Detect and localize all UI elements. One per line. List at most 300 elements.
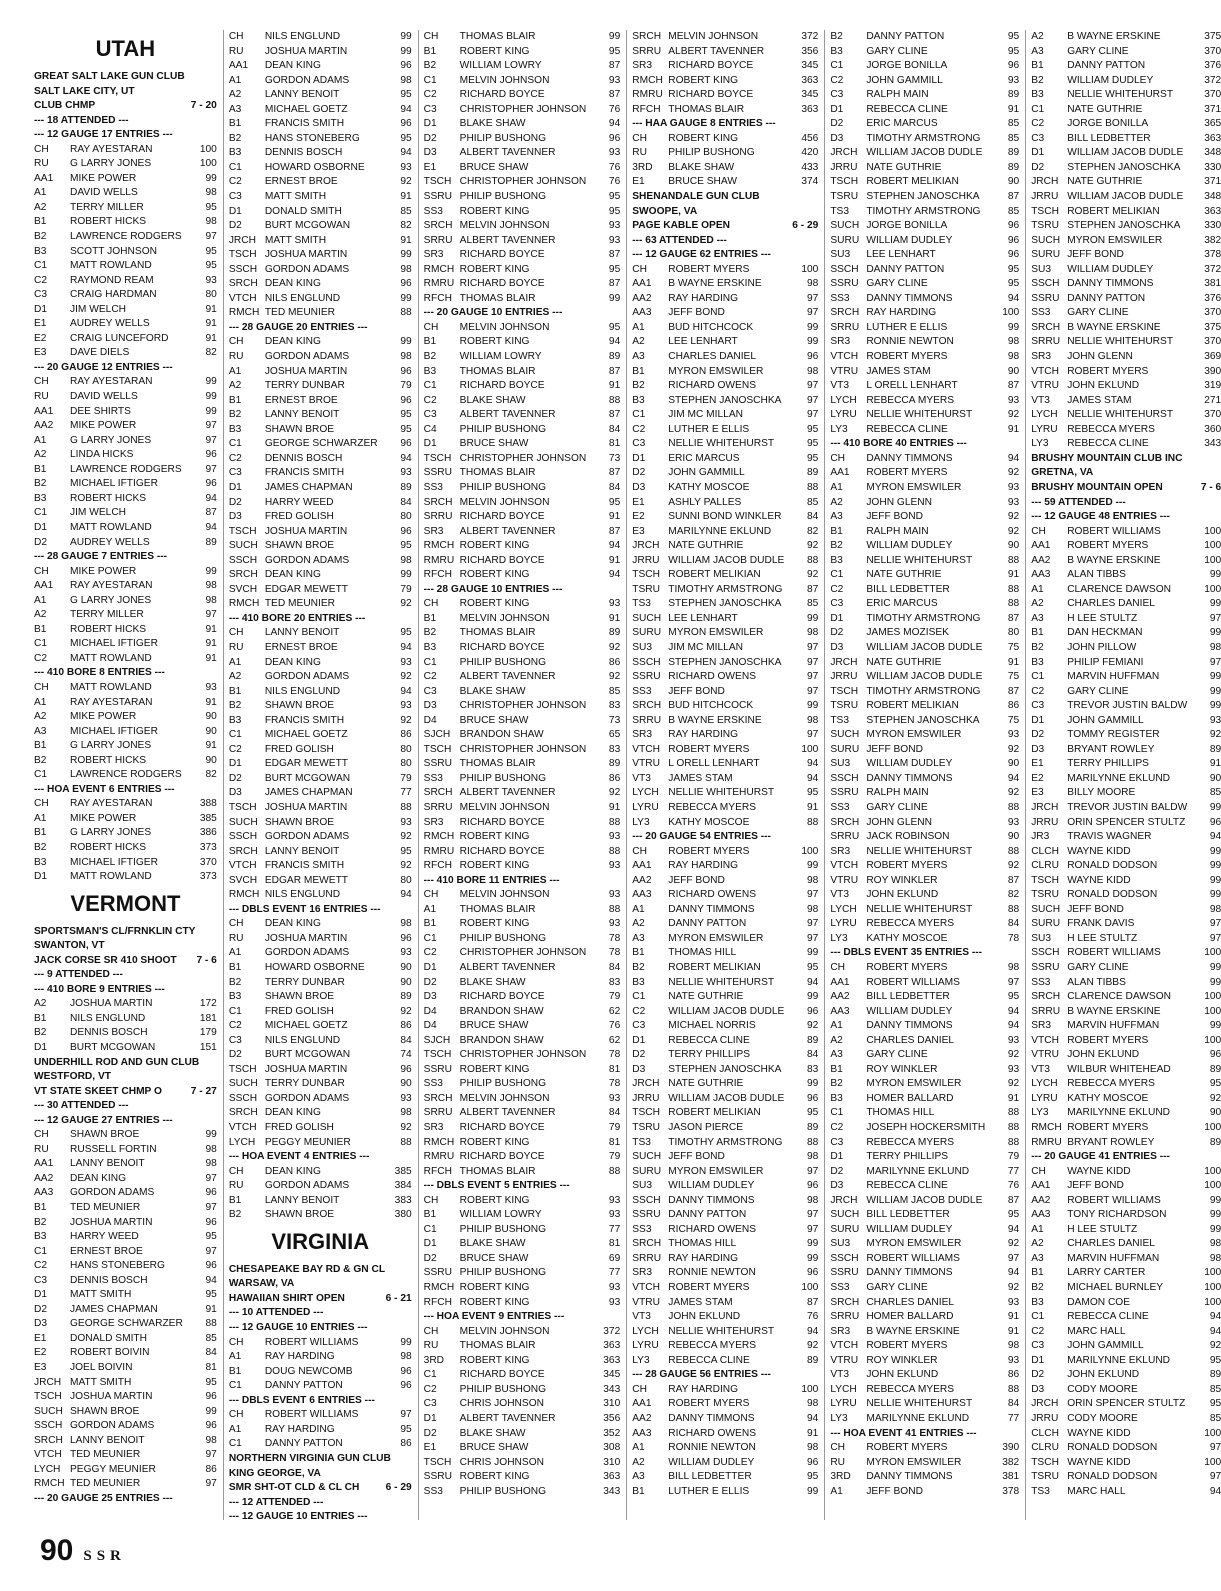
magazine-mark: SSR: [83, 1548, 126, 1564]
state-heading: VERMONT: [70, 890, 181, 916]
score: 99: [1209, 962, 1221, 973]
score: 98: [400, 918, 412, 930]
section-header: [632, 219, 818, 234]
result-row: [424, 234, 621, 249]
result-row: [34, 448, 217, 463]
section-header: [34, 1070, 217, 1085]
shooter-name: MELVIN JOHNSON: [459, 889, 550, 901]
shooter-name: DANNY TIMMONS: [866, 772, 953, 784]
class-code: E2: [34, 332, 47, 344]
result-row: [632, 757, 818, 772]
result-row: [424, 321, 621, 336]
score: 99: [806, 1238, 819, 1250]
shooter-name: MYRON EMSWILER: [668, 932, 764, 944]
class-code: TSRU: [632, 583, 660, 595]
shooter-name: RAY AYESTARAN: [70, 580, 153, 592]
class-code: TSCH: [228, 249, 257, 261]
result-row: [1031, 175, 1221, 190]
result-row: [1031, 917, 1221, 932]
class-code: CLCH: [1031, 845, 1059, 857]
class-code: SUCH: [1031, 903, 1061, 915]
class-code: TSRU: [1031, 889, 1059, 901]
class-code: SUCH: [830, 1209, 860, 1221]
result-row: [424, 597, 621, 612]
result-row: [632, 1019, 818, 1034]
score: 91: [1007, 1311, 1020, 1323]
class-code: LY3: [1031, 1107, 1049, 1119]
class-code: AA1: [830, 976, 850, 988]
result-row: [632, 1339, 818, 1354]
class-code: TSRU: [632, 1122, 660, 1134]
shooter-name: MIKE POWER: [70, 172, 137, 184]
score: 88: [1007, 1383, 1020, 1395]
shooter-name: TED MEUNIER: [70, 1202, 141, 1214]
score: 97: [806, 729, 819, 741]
class-code: C2: [423, 1383, 437, 1395]
results-column: [418, 30, 621, 1520]
class-code: RMRU: [423, 278, 455, 290]
result-row: [830, 1223, 1019, 1238]
class-code: TSCH: [423, 743, 452, 755]
score: 89: [1007, 89, 1020, 101]
class-code: SRRU: [423, 1107, 453, 1119]
shooter-name: LANNY BENOIT: [70, 1434, 145, 1446]
result-row: [1031, 59, 1221, 74]
shooter-name: NILS ENGLUND: [264, 292, 341, 304]
score: 94: [1007, 1020, 1020, 1032]
class-code: B1: [34, 740, 47, 752]
class-code: C1: [1031, 1311, 1045, 1323]
shooter-name: REBECCA CLINE: [866, 423, 948, 435]
score: 86: [205, 1463, 217, 1475]
result-row: [229, 1092, 412, 1107]
score: 90: [1007, 365, 1020, 377]
score: 94: [806, 976, 819, 988]
class-code: SS3: [1031, 307, 1051, 319]
score: 87: [1007, 380, 1020, 392]
section-header-text: --- 410 BORE 11 ENTRIES ---: [423, 874, 560, 886]
class-code: CH: [34, 376, 49, 388]
shooter-name: ROBERT KING: [459, 860, 530, 872]
class-code: LYCH: [632, 787, 659, 799]
score: 85: [608, 685, 621, 697]
score: 96: [400, 525, 412, 537]
score: 95: [806, 438, 819, 450]
shooter-name: CHRISTOPHER JOHNSON: [459, 176, 587, 188]
shooter-name: MYRON EMSWILER: [866, 481, 962, 493]
score: 88: [608, 1165, 621, 1177]
result-row: [34, 259, 217, 274]
shooter-name: ROY WINKLER: [866, 1063, 938, 1075]
score: 98: [205, 594, 217, 606]
section-header: [830, 946, 1019, 961]
section-header: [229, 1467, 412, 1482]
shooter-name: GARY CLINE: [866, 45, 928, 57]
shooter-name: REBECCA MYERS: [1067, 1078, 1155, 1090]
score: 99: [1209, 598, 1221, 610]
class-code: RU: [228, 1180, 244, 1192]
section-header-text: HAWAIIAN SHIRT OPEN: [228, 1292, 345, 1304]
score: 95: [400, 540, 412, 552]
section-header: [34, 968, 217, 983]
result-row: [830, 830, 1019, 845]
shooter-name: EDGAR MEWETT: [264, 583, 349, 595]
class-code: SU3: [1031, 263, 1052, 275]
score: 92: [1007, 467, 1020, 479]
score: 86: [608, 772, 621, 784]
shooter-name: CHARLES DANIEL: [1067, 598, 1155, 610]
shooter-name: JOHN GAMMILL: [866, 74, 943, 86]
class-code: SJCH: [423, 1034, 451, 1046]
class-code: SR3: [423, 1122, 444, 1134]
score: 96: [806, 1180, 819, 1192]
score: 81: [608, 1063, 621, 1075]
shooter-name: B WAYNE ERSKINE: [668, 714, 762, 726]
score: 77: [608, 1267, 621, 1279]
shooter-name: GORDON ADAMS: [264, 947, 350, 959]
score: 89: [400, 481, 412, 493]
shooter-name: BLAKE SHAW: [459, 976, 526, 988]
class-code: A1: [1031, 583, 1044, 595]
score: 94: [205, 521, 217, 533]
shooter-name: CHARLES DANIEL: [866, 1034, 955, 1046]
class-code: A2: [1031, 598, 1044, 610]
class-code: VTCH: [830, 1340, 859, 1352]
score: 93: [1007, 394, 1020, 406]
score: 97: [806, 918, 819, 930]
score: 100: [1204, 1034, 1221, 1046]
class-code: A1: [632, 1442, 645, 1454]
shooter-name: BLAKE SHAW: [668, 161, 735, 173]
shooter-name: CRAIG HARDMAN: [70, 289, 157, 301]
shooter-name: THOMAS BLAIR: [459, 292, 536, 304]
class-code: D2: [228, 496, 242, 508]
result-row: [424, 1121, 621, 1136]
score: 97: [400, 1409, 412, 1421]
score: 100: [1204, 1122, 1221, 1134]
result-row: [34, 1259, 217, 1274]
class-code: E2: [632, 511, 645, 523]
section-header-text: WESTFORD, VT: [34, 1071, 111, 1083]
class-code: B1: [34, 463, 47, 475]
result-row: [424, 757, 621, 772]
class-code: D1: [1031, 714, 1045, 726]
score: 88: [608, 903, 621, 915]
shooter-name: ROBERT MYERS: [668, 263, 750, 275]
score: 99: [806, 700, 819, 712]
score: 91: [1007, 423, 1020, 435]
section-header: [229, 1481, 412, 1496]
result-row: [1031, 641, 1221, 656]
score: 96: [205, 449, 217, 461]
result-row: [632, 1223, 818, 1238]
score: 98: [400, 263, 412, 275]
class-code: SRRU: [423, 234, 453, 246]
class-code: TSCH: [423, 1049, 452, 1061]
score: 96: [1007, 249, 1020, 261]
class-code: B3: [1031, 89, 1044, 101]
shooter-name: TIMOTHY ARMSTRONG: [866, 205, 981, 217]
section-header-text: PAGE KABLE OPEN: [632, 220, 731, 232]
class-code: VT3: [1031, 394, 1050, 406]
score: 96: [400, 278, 412, 290]
result-row: [424, 1048, 621, 1063]
result-row: [34, 506, 217, 521]
shooter-name: DAN HECKMAN: [1067, 627, 1143, 639]
score: 98: [1209, 641, 1221, 653]
shooter-name: FRANCIS SMITH: [264, 714, 345, 726]
shooter-name: AUDREY WELLS: [70, 536, 150, 548]
result-row: [830, 801, 1019, 816]
score: 99: [1209, 845, 1221, 857]
shooter-name: WAYNE KIDD: [1067, 874, 1131, 886]
result-row: [1031, 45, 1221, 60]
class-code: LYRU: [830, 409, 857, 421]
class-code: C2: [423, 394, 437, 406]
class-code: TSCH: [228, 1063, 257, 1075]
score: 95: [1007, 31, 1020, 42]
shooter-name: KATHY MOSCOE: [1067, 1092, 1149, 1104]
section-header-text: --- 12 GAUGE 10 ENTRIES ---: [228, 1511, 368, 1523]
shooter-name: THOMAS BLAIR: [459, 1165, 536, 1177]
class-code: A1: [830, 481, 843, 493]
shooter-name: MATT ROWLAND: [70, 871, 152, 883]
class-code: B3: [34, 1231, 47, 1243]
score: 92: [1007, 1049, 1020, 1061]
shooter-name: ROBERT KING: [459, 1354, 530, 1366]
class-code: D2: [228, 1049, 242, 1061]
result-row: [830, 408, 1019, 423]
event-date: 6 - 29: [385, 1482, 412, 1494]
result-row: [34, 565, 217, 580]
class-code: SRCH: [632, 31, 662, 42]
result-row: [229, 452, 412, 467]
score: 81: [608, 1238, 621, 1250]
result-row: [229, 1165, 412, 1180]
score: 90: [1209, 772, 1221, 784]
class-code: B2: [228, 132, 242, 144]
score: 98: [1007, 962, 1020, 973]
score: 100: [1204, 1427, 1221, 1439]
result-row: [424, 1441, 621, 1456]
result-row: [830, 597, 1019, 612]
result-row: [632, 1136, 818, 1151]
shooter-name: DANNY PATTON: [1067, 292, 1146, 304]
score: 92: [400, 1122, 412, 1134]
shooter-name: WILLIAM DUDLEY: [866, 1005, 953, 1017]
result-row: [424, 1034, 621, 1049]
result-row: [632, 1077, 818, 1092]
shooter-name: JAMES CHAPMAN: [264, 481, 353, 493]
result-row: [229, 1208, 412, 1223]
class-code: A1: [830, 1020, 843, 1032]
result-row: [229, 597, 412, 612]
score: 96: [400, 438, 412, 450]
class-code: JRCH: [830, 147, 858, 159]
class-code: AA2: [632, 874, 652, 886]
result-row: [830, 1194, 1019, 1209]
result-row: [830, 350, 1019, 365]
result-row: [34, 1157, 217, 1172]
result-row: [830, 1354, 1019, 1369]
class-code: A3: [1031, 1252, 1044, 1264]
class-code: SRCH: [423, 787, 453, 799]
score: 370: [1204, 307, 1221, 319]
result-row: [830, 699, 1019, 714]
result-row: [229, 845, 412, 860]
result-row: [424, 1136, 621, 1151]
score: 78: [608, 932, 621, 944]
score: 96: [205, 1420, 217, 1432]
class-code: LYRU: [632, 801, 659, 813]
result-row: [1031, 990, 1221, 1005]
result-row: [632, 335, 818, 350]
score: 91: [205, 638, 217, 650]
section-header: [34, 783, 217, 798]
shooter-name: NATE GUTHRIE: [866, 161, 942, 173]
shooter-name: BRUCE SHAW: [459, 161, 529, 173]
result-row: [1031, 423, 1221, 438]
section-header-text: NORTHERN VIRGINIA GUN CLUB: [228, 1452, 391, 1464]
score: 84: [608, 423, 621, 435]
result-row: [229, 408, 412, 423]
class-code: D2: [423, 976, 437, 988]
section-header-text: GREAT SALT LAKE GUN CLUB: [34, 71, 185, 82]
result-row: [34, 172, 217, 187]
class-code: LY3: [830, 1412, 848, 1424]
result-row: [34, 1463, 217, 1478]
class-code: SR3: [830, 336, 851, 348]
score: 95: [608, 205, 621, 217]
result-row: [34, 812, 217, 827]
score: 88: [1007, 845, 1020, 857]
score: 348: [1204, 147, 1221, 159]
score: 95: [806, 1471, 819, 1483]
shooter-name: RICHARD BOYCE: [459, 380, 545, 392]
result-row: [229, 743, 412, 758]
section-header: [229, 1263, 412, 1278]
class-code: E2: [1031, 772, 1044, 784]
score: 97: [806, 685, 819, 697]
result-row: [34, 1376, 217, 1391]
result-row: [830, 626, 1019, 641]
shooter-name: L ORELL LENHART: [866, 380, 958, 392]
shooter-name: RICHARD BOYCE: [459, 278, 545, 290]
result-row: [34, 1448, 217, 1463]
result-row: [424, 1208, 621, 1223]
shooter-name: DANNY TIMMONS: [866, 1471, 953, 1483]
section-header-text: --- 20 GAUGE 41 ENTRIES ---: [1031, 1151, 1170, 1163]
shooter-name: RAY HARDING: [668, 860, 739, 872]
score: 345: [801, 60, 819, 72]
result-row: [830, 452, 1019, 467]
shooter-name: MATT SMITH: [264, 191, 327, 203]
score: 76: [608, 176, 621, 188]
shooter-name: NELLIE WHITEHURST: [866, 845, 973, 857]
result-row: [229, 728, 412, 743]
class-code: SURU: [830, 1223, 860, 1235]
shooter-name: STEPHEN JANOSCHKA: [866, 714, 980, 726]
result-row: [1031, 874, 1221, 889]
result-row: [34, 186, 217, 201]
shooter-name: MARILYNNE EKLUND: [866, 1165, 970, 1177]
score: 96: [806, 1267, 819, 1279]
result-row: [1031, 88, 1221, 103]
score: 97: [806, 671, 819, 683]
score: 343: [1204, 438, 1221, 450]
class-code: SR3: [632, 729, 653, 741]
score: 98: [1209, 1252, 1221, 1264]
shooter-name: MARC HALL: [1067, 1485, 1126, 1497]
section-header-text: --- 18 ATTENDED ---: [34, 114, 129, 126]
shooter-name: PHILIP BUSHONG: [459, 481, 547, 493]
class-code: RFCH: [423, 1165, 452, 1177]
score: 86: [400, 1020, 412, 1032]
result-row: [424, 132, 621, 147]
result-row: [34, 1390, 217, 1405]
score: 90: [400, 976, 412, 988]
result-row: [830, 554, 1019, 569]
class-code: SSRU: [423, 1267, 452, 1279]
score: 99: [806, 860, 819, 872]
class-code: SSRU: [423, 1471, 452, 1483]
result-row: [1031, 1296, 1221, 1311]
score: 151: [199, 1042, 217, 1053]
shooter-name: ROBERT KING: [459, 831, 530, 843]
class-code: LY3: [632, 1354, 650, 1366]
score: 99: [205, 1129, 217, 1141]
score: 100: [1204, 1456, 1221, 1468]
score: 91: [806, 1427, 819, 1439]
result-row: [632, 496, 818, 511]
score: 98: [806, 1442, 819, 1454]
result-row: [830, 1485, 1019, 1500]
shooter-name: PHILIP BUSHONG: [459, 1485, 547, 1497]
class-code: B1: [228, 1194, 242, 1206]
class-code: CH: [228, 1409, 244, 1421]
score: 99: [1007, 321, 1020, 333]
result-row: [830, 74, 1019, 89]
section-header-text: SWANTON, VT: [34, 940, 105, 952]
class-code: SRRU: [1031, 1005, 1061, 1017]
score: 96: [1209, 1049, 1221, 1061]
class-code: 3RD: [423, 1354, 445, 1366]
class-code: E2: [34, 1347, 47, 1359]
result-row: [424, 932, 621, 947]
score: 97: [205, 434, 217, 446]
class-code: D2: [1031, 729, 1045, 741]
class-code: C1: [34, 638, 48, 650]
result-row: [424, 59, 621, 74]
result-row: [424, 946, 621, 961]
class-code: VTCH: [632, 1282, 660, 1294]
class-code: C2: [1031, 118, 1045, 130]
result-row: [229, 205, 412, 220]
result-row: [229, 714, 412, 729]
result-row: [1031, 379, 1221, 394]
class-code: SSRU: [830, 278, 859, 290]
score: 73: [608, 452, 621, 464]
shooter-name: ROBERT HICKS: [70, 754, 147, 766]
section-header: [34, 550, 217, 565]
result-row: [229, 1121, 412, 1136]
section-header: [34, 983, 217, 998]
shooter-name: KATHY MOSCOE: [668, 481, 750, 493]
score: 88: [806, 816, 819, 828]
shooter-name: RICHARD BOYCE: [459, 991, 545, 1003]
score: 97: [205, 1245, 217, 1257]
result-row: [1031, 1019, 1221, 1034]
